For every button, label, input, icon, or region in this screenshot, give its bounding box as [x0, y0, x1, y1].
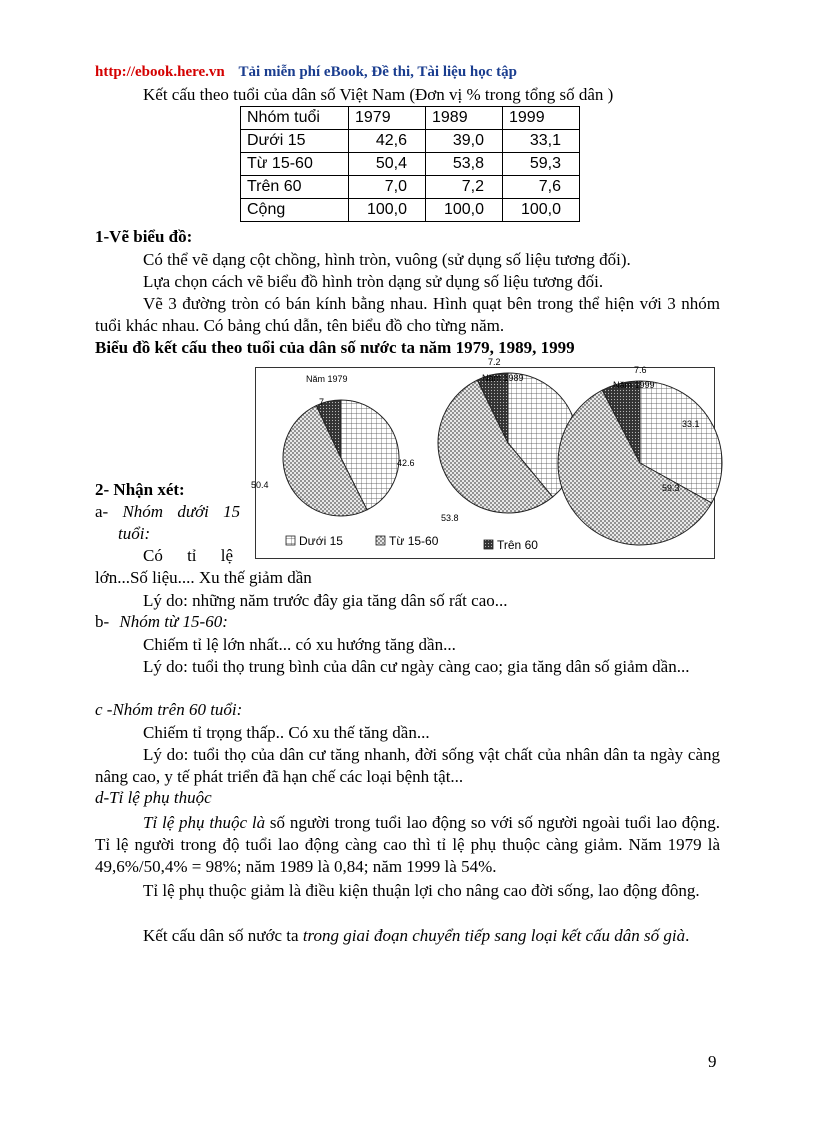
- legend-swatch: [286, 536, 295, 545]
- table-cell: Từ 15-60: [241, 153, 349, 176]
- pie-data-label: 7.6: [634, 365, 647, 375]
- item-b-reason: Lý do: tuổi thọ trung bình của dân cư ngày càng cao; gia tăng dân số giảm dần...: [143, 657, 690, 676]
- item-a-title: [95, 502, 240, 522]
- pie-chart-svg: [251, 357, 714, 558]
- pie-data-label: 42.6: [397, 458, 415, 468]
- table-cell: 100,0: [426, 199, 503, 222]
- table-cell: 100,0: [503, 199, 580, 222]
- legend-swatch: [376, 536, 385, 545]
- item-d-def-italic: Tỉ lệ phụ thuộc là: [143, 813, 266, 832]
- legend-label: Từ 15-60: [389, 534, 439, 548]
- pie-title: Năm 1999: [613, 380, 655, 390]
- table-cell: 53,8: [426, 153, 503, 176]
- pie-chart-panel: [251, 357, 715, 559]
- chart-title: [95, 338, 575, 358]
- legend-label: Trên 60: [497, 538, 538, 552]
- chart-title-text: Biểu đồ kết cấu theo tuổi của dân số nước ta năm 1979, 1989, 1999: [95, 338, 575, 357]
- table-caption: Kết cấu theo tuổi của dân số Việt Nam (Đơn vị % trong tổng số dân ): [143, 85, 614, 104]
- conclusion-italic: trong giai đoạn chuyển tiếp sang loại kết cấu dân số già: [302, 926, 686, 945]
- item-a-line2: lớn...Số liệu.... Xu thế giảm dần: [95, 568, 312, 587]
- pie-data-label: 59.3: [662, 483, 680, 493]
- header-slogan: Tải miễn phí eBook, Đề thi, Tài liệu học tập: [238, 64, 517, 80]
- section1-p3: Vẽ 3 đường tròn có bán kính bằng nhau. Hình quạt bên trong thể hiện với 3 nhóm tuổi khác nhau. Có bảng chú dẫn, tên biểu đồ cho từng năm.: [95, 294, 720, 335]
- item-a-title-line2: tuổi:: [118, 524, 151, 543]
- table-header-cell: 1989: [426, 107, 503, 130]
- table-cell: 39,0: [426, 130, 503, 153]
- pie-title: Năm 1979: [306, 374, 348, 384]
- pie-title: Năm 1989: [482, 373, 524, 383]
- pie-data-label: 7: [319, 397, 325, 407]
- section1-heading-text: 1-Vẽ biểu đồ:: [95, 227, 193, 246]
- item-d-def-rest: số người trong tuổi lao động so với số người ngoài tuổi lao động. Tỉ lệ người trong độ tuổi lao động càng cao thì tỉ lệ phụ thuộc càng giảm. Năm 1979 là 49,6%/50,4% = 98%; năm 1989 là 0,84; năm 1999 là 54%.: [95, 813, 720, 876]
- section2-heading: [95, 480, 185, 500]
- item-c-line1: Chiếm tỉ trọng thấp.. Có xu thế tăng dần...: [143, 723, 430, 742]
- item-d-title-wrap: [95, 788, 212, 808]
- item-d-definition: [95, 812, 720, 878]
- table-header-cell: 1979: [349, 107, 426, 130]
- page-number: 9: [708, 1052, 717, 1071]
- table-cell: Cộng: [241, 199, 349, 222]
- item-a-reason: Lý do: những năm trước đây gia tăng dân số rất cao...: [143, 591, 508, 610]
- item-c-title: c -Nhóm trên 60 tuổi:: [95, 700, 243, 719]
- table-header-cell: 1999: [503, 107, 580, 130]
- item-b-label: b-: [95, 612, 110, 631]
- item-a-title-line2-wrap: [118, 524, 150, 544]
- table-cell: 33,1: [503, 130, 580, 153]
- table-row: [241, 176, 580, 199]
- item-a-label: a-: [95, 502, 109, 521]
- header-url-link[interactable]: http://ebook.here.vn: [95, 64, 225, 80]
- pie-data-label: 7.2: [488, 357, 501, 367]
- age-structure-table: [240, 106, 580, 222]
- item-d-title: d-Tỉ lệ phụ thuộc: [95, 788, 212, 807]
- table-row: [241, 130, 580, 153]
- conclusion-plain: Kết cấu dân số nước ta: [143, 926, 303, 945]
- item-c-reason: Lý do: tuổi thọ của dân cư tăng nhanh, đời sống vật chất của nhân dân ta ngày càng nâng cao, y tế phát triển đã hạn chế các loại bệnh tật...: [95, 745, 720, 786]
- section1-p1: Có thể vẽ dạng cột chồng, hình tròn, vuông (sử dụng số liệu tương đối).: [143, 250, 631, 269]
- item-b-title: [95, 612, 228, 632]
- table-cell: Trên 60: [241, 176, 349, 199]
- page-header: [95, 64, 517, 81]
- conclusion-end: .: [685, 926, 690, 945]
- pie-data-label: 53.8: [441, 513, 459, 523]
- table-row: [241, 153, 580, 176]
- table-cell: 59,3: [503, 153, 580, 176]
- table-row: [241, 199, 580, 222]
- legend-label: Dưới 15: [299, 534, 343, 548]
- conclusion: [95, 925, 720, 947]
- item-d-line2: Tỉ lệ phụ thuộc giảm là điều kiện thuận lợi cho nâng cao đời sống, lao động đông.: [143, 881, 700, 900]
- legend-swatch: [484, 540, 493, 549]
- item-c-title-wrap: [95, 700, 242, 720]
- section1-p2: Lựa chọn cách vẽ biểu đồ hình tròn dạng sử dụng số liệu tương đối.: [143, 272, 604, 291]
- item-b-line1: Chiếm tỉ lệ lớn nhất... có xu hướng tăng dần...: [143, 635, 456, 654]
- pie-data-label: 50.4: [251, 480, 269, 490]
- table-cell: 42,6: [349, 130, 426, 153]
- section1-heading: [95, 227, 192, 247]
- item-a-line1: Có tỉ lệ: [143, 546, 234, 565]
- section2-heading-text: 2- Nhận xét:: [95, 480, 185, 499]
- table-cell: 100,0: [349, 199, 426, 222]
- table-header-cell: Nhóm tuổi: [241, 107, 349, 130]
- table-cell: Dưới 15: [241, 130, 349, 153]
- table-cell: 7,2: [426, 176, 503, 199]
- pie-data-label: 33.1: [682, 419, 700, 429]
- item-a-title-line1: Nhóm dưới 15: [122, 502, 241, 521]
- table-cell: 7,6: [503, 176, 580, 199]
- table-cell: 50,4: [349, 153, 426, 176]
- table-header-row: [241, 107, 580, 130]
- item-b-title-text: Nhóm từ 15-60:: [119, 612, 228, 631]
- table-cell: 7,0: [349, 176, 426, 199]
